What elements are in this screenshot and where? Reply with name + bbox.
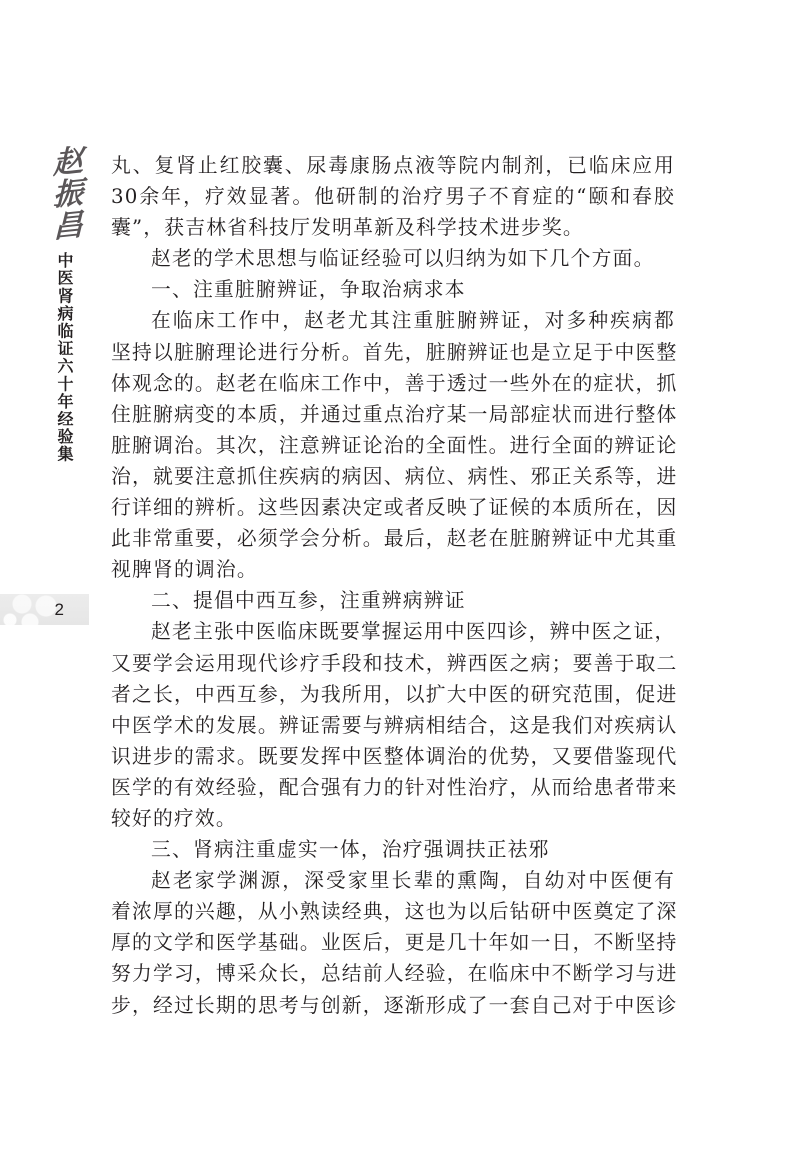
book-title: 中医肾病临证六十年经验集 [55, 252, 74, 464]
author-signature: 赵振昌 [47, 144, 82, 244]
section-heading-3: 三、肾病注重虚实一体，治疗强调扶正祛邪 [151, 838, 550, 862]
text-line: 丸、复肾止红胶囊、尿毒康肠点液等院内制剂，已临床应用 [111, 154, 675, 177]
text-line: 步，经过长期的思考与创新，逐渐形成了一套自己对于中医诊 [111, 993, 678, 1017]
page-number-tab [0, 594, 89, 625]
paragraph-start: 赵老的学术思想与临证经验可以归纳为如下几个方面。 [151, 247, 655, 271]
page-number: 2 [54, 599, 64, 619]
text-line: 体观念的。赵老在临床工作中，善于透过一些外在的症状，抓 [111, 371, 678, 395]
text-line: 又要学会运用现代诊疗手段和技术，辨西医之病；要善于取二 [111, 651, 678, 675]
text-line: 视脾肾的调治。 [111, 558, 258, 582]
text-line: 坚持以脏腑理论进行分析。首先，脏腑辨证也是立足于中医整 [111, 340, 678, 364]
text-line: 住脏腑病变的本质，并通过重点治疗某一局部症状而进行整体 [111, 402, 678, 426]
text-line: 脏腑调治。其次，注意辨证论治的全面性。进行全面的辨证论 [111, 433, 678, 457]
text-line: 囊”，获吉林省科技厅发明革新及科学技术进步奖。 [111, 216, 584, 240]
text-line: 识进步的需求。既要发挥中医整体调治的优势，又要借鉴现代 [111, 744, 678, 768]
text-line: 着浓厚的兴趣，从小熟读经典，这也为以后钻研中医奠定了深 [111, 900, 678, 924]
running-head [47, 144, 82, 464]
text-line: 行详细的辨析。这些因素决定或者反映了证候的本质所在，因 [111, 496, 678, 520]
paragraph-start: 在临床工作中，赵老尤其注重脏腑辨证，对多种疾病都 [151, 309, 675, 333]
text-line: 努力学习，博采众长，总结前人经验，在临床中不断学习与进 [111, 962, 678, 986]
section-heading-1: 一、注重脏腑辨证，争取治病求本 [151, 278, 466, 302]
text-line: 治，就要注意抓住疾病的病因、病位、病性、邪正关系等，进 [111, 464, 678, 488]
section-heading-2: 二、提倡中西互参，注重辨病辨证 [151, 589, 466, 613]
text-line: 此非常重要，必须学会分析。最后，赵老在脏腑辨证中尤其重 [111, 527, 678, 551]
text-line: 厚的文学和医学基础。业医后，更是几十年如一日，不断坚持 [111, 931, 678, 955]
text-line: 者之长，中西互参，为我所用，以扩大中医的研究范围，促进 [111, 682, 678, 706]
text-line: 中医学术的发展。辨证需要与辨病相结合，这是我们对疾病认 [111, 713, 678, 737]
text-line: 较好的疗效。 [111, 806, 237, 830]
text-line: 30余年，疗效显著。他研制的治疗男子不育症的“颐和春胶 [111, 185, 675, 209]
paragraph-start: 赵老主张中医临床既要掌握运用中医四诊，辨中医之证， [151, 620, 676, 644]
body-text [111, 150, 678, 1021]
paragraph-start: 赵老家学渊源，深受家里长辈的熏陶，自幼对中医便有 [151, 869, 675, 893]
text-line: 医学的有效经验，配合强有力的针对性治疗，从而给患者带来 [111, 775, 678, 799]
